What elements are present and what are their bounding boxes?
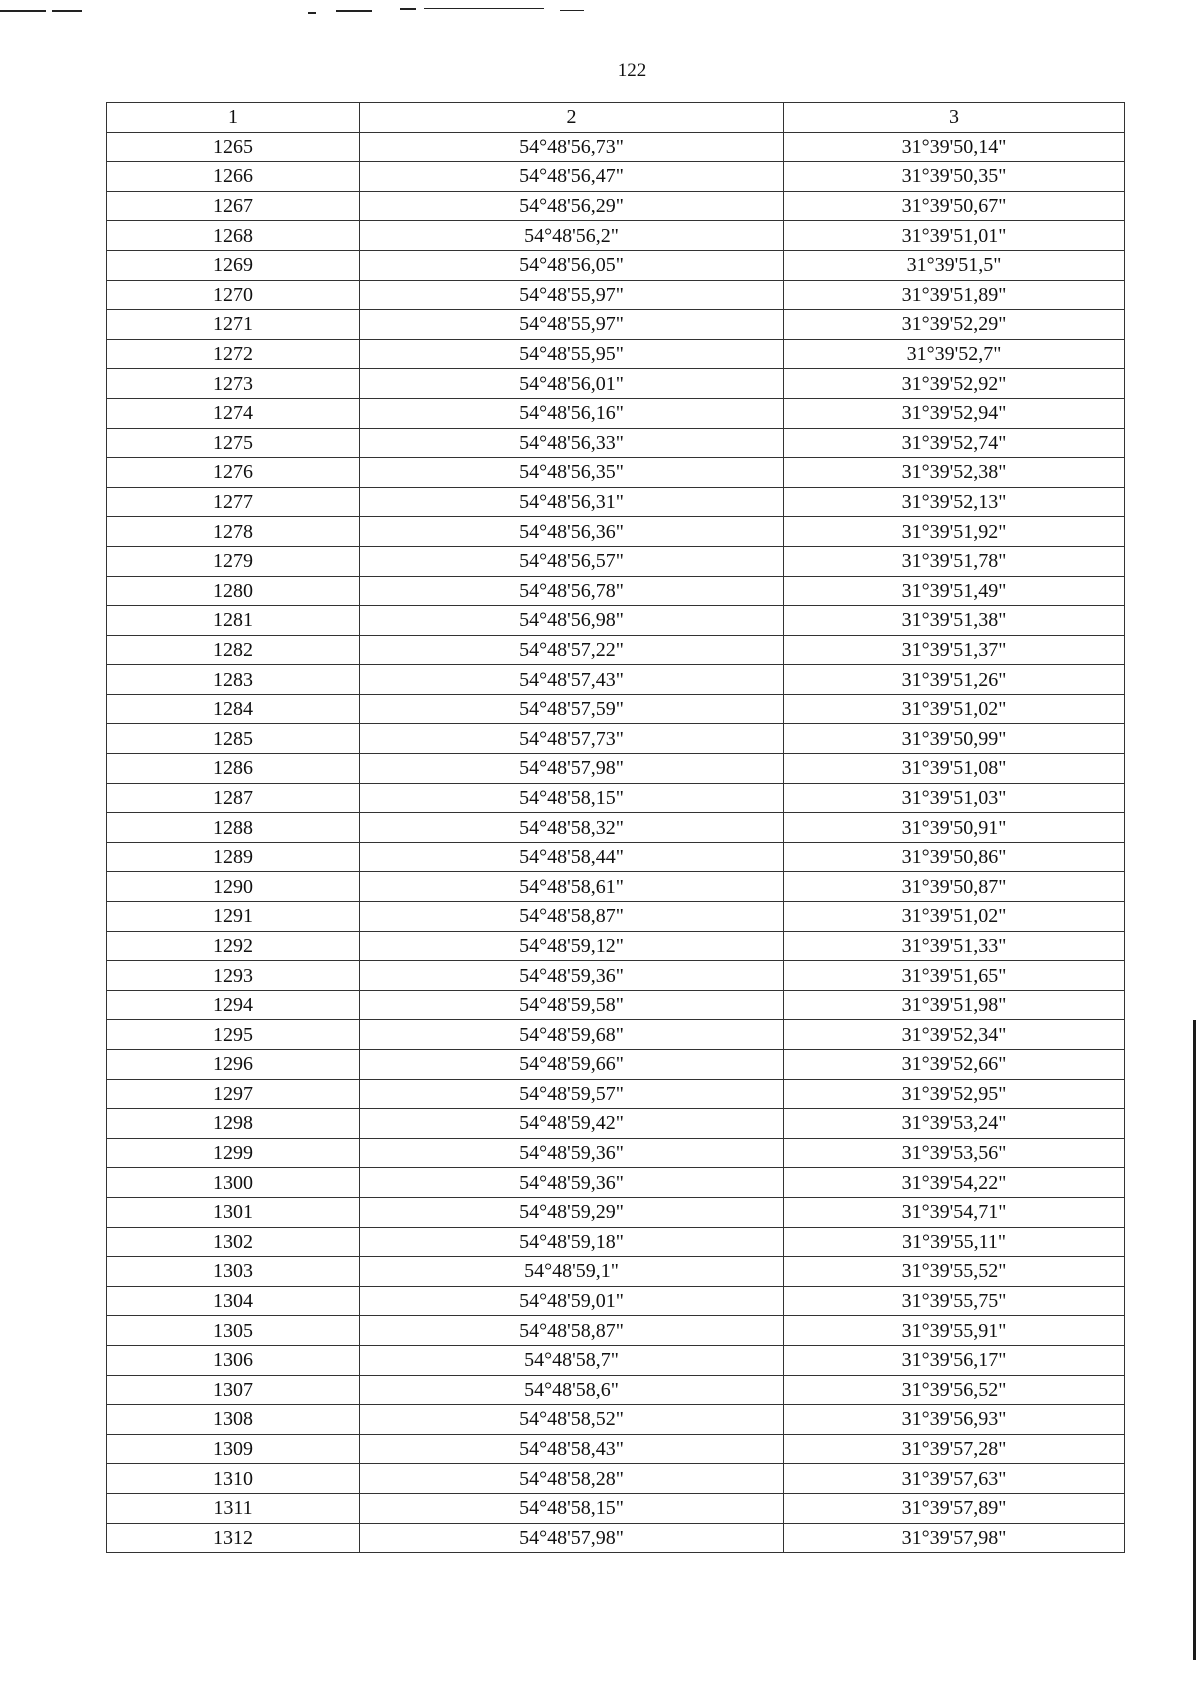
scan-artifact-line [400,8,416,10]
point-number-cell: 1310 [107,1464,360,1494]
longitude-cell: 31°39'50,14" [784,132,1125,162]
latitude-cell: 54°48'59,29" [360,1197,784,1227]
table-row [107,132,1125,162]
scan-artifact-line [0,10,46,12]
longitude-cell: 31°39'55,75" [784,1286,1125,1316]
scan-artifact-line [52,10,82,12]
scan-artifact-line [308,12,316,14]
table-row [107,813,1125,843]
latitude-cell: 54°48'56,36" [360,517,784,547]
latitude-cell: 54°48'56,98" [360,606,784,636]
longitude-cell: 31°39'51,37" [784,635,1125,665]
point-number-cell: 1276 [107,458,360,488]
point-number-cell: 1309 [107,1434,360,1464]
point-number-cell: 1312 [107,1523,360,1553]
point-number-cell: 1287 [107,783,360,813]
longitude-cell: 31°39'52,94" [784,398,1125,428]
longitude-cell: 31°39'50,67" [784,191,1125,221]
longitude-cell: 31°39'51,08" [784,754,1125,784]
longitude-cell: 31°39'51,38" [784,606,1125,636]
latitude-cell: 54°48'57,98" [360,754,784,784]
latitude-cell: 54°48'57,22" [360,635,784,665]
table-row [107,990,1125,1020]
point-number-cell: 1293 [107,961,360,991]
table-row [107,310,1125,340]
latitude-cell: 54°48'59,68" [360,1020,784,1050]
point-number-cell: 1290 [107,872,360,902]
point-number-cell: 1285 [107,724,360,754]
longitude-cell: 31°39'51,03" [784,783,1125,813]
latitude-cell: 54°48'59,18" [360,1227,784,1257]
table-row [107,1020,1125,1050]
latitude-cell: 54°48'56,33" [360,428,784,458]
coordinates-table [106,102,1125,1553]
table-row [107,931,1125,961]
latitude-cell: 54°48'58,87" [360,902,784,932]
column-header-3: 3 [784,103,1125,133]
latitude-cell: 54°48'59,12" [360,931,784,961]
point-number-cell: 1300 [107,1168,360,1198]
longitude-cell: 31°39'54,71" [784,1197,1125,1227]
longitude-cell: 31°39'51,49" [784,576,1125,606]
latitude-cell: 54°48'55,97" [360,310,784,340]
table-row [107,1079,1125,1109]
table-row [107,221,1125,251]
latitude-cell: 54°48'58,87" [360,1316,784,1346]
latitude-cell: 54°48'58,15" [360,1493,784,1523]
point-number-cell: 1269 [107,250,360,280]
latitude-cell: 54°48'59,57" [360,1079,784,1109]
table-row [107,1493,1125,1523]
point-number-cell: 1304 [107,1286,360,1316]
latitude-cell: 54°48'55,95" [360,339,784,369]
point-number-cell: 1280 [107,576,360,606]
point-number-cell: 1265 [107,132,360,162]
table-row [107,398,1125,428]
point-number-cell: 1281 [107,606,360,636]
scan-artifact-line [336,10,372,12]
latitude-cell: 54°48'56,29" [360,191,784,221]
point-number-cell: 1277 [107,487,360,517]
point-number-cell: 1275 [107,428,360,458]
table-row [107,1138,1125,1168]
latitude-cell: 54°48'58,61" [360,872,784,902]
longitude-cell: 31°39'52,38" [784,458,1125,488]
table-row [107,754,1125,784]
longitude-cell: 31°39'56,52" [784,1375,1125,1405]
table-row [107,1197,1125,1227]
longitude-cell: 31°39'53,56" [784,1138,1125,1168]
table-row [107,250,1125,280]
table-row [107,1227,1125,1257]
latitude-cell: 54°48'58,44" [360,842,784,872]
longitude-cell: 31°39'50,99" [784,724,1125,754]
table-row [107,1109,1125,1139]
point-number-cell: 1288 [107,813,360,843]
latitude-cell: 54°48'56,78" [360,576,784,606]
column-header-2: 2 [360,103,784,133]
scan-artifact-edge [1193,1020,1196,1660]
longitude-cell: 31°39'52,74" [784,428,1125,458]
table-row [107,280,1125,310]
longitude-cell: 31°39'50,87" [784,872,1125,902]
point-number-cell: 1307 [107,1375,360,1405]
longitude-cell: 31°39'57,63" [784,1464,1125,1494]
point-number-cell: 1284 [107,694,360,724]
longitude-cell: 31°39'55,11" [784,1227,1125,1257]
table-row [107,1375,1125,1405]
point-number-cell: 1279 [107,546,360,576]
latitude-cell: 54°48'57,59" [360,694,784,724]
latitude-cell: 54°48'56,05" [360,250,784,280]
latitude-cell: 54°48'59,36" [360,1138,784,1168]
point-number-cell: 1299 [107,1138,360,1168]
point-number-cell: 1294 [107,990,360,1020]
longitude-cell: 31°39'52,66" [784,1050,1125,1080]
longitude-cell: 31°39'53,24" [784,1109,1125,1139]
longitude-cell: 31°39'51,92" [784,517,1125,547]
longitude-cell: 31°39'51,33" [784,931,1125,961]
latitude-cell: 54°48'59,42" [360,1109,784,1139]
point-number-cell: 1270 [107,280,360,310]
latitude-cell: 54°48'59,58" [360,990,784,1020]
table-row [107,339,1125,369]
longitude-cell: 31°39'51,65" [784,961,1125,991]
table-row [107,724,1125,754]
point-number-cell: 1286 [107,754,360,784]
table-row [107,783,1125,813]
table-row [107,606,1125,636]
latitude-cell: 54°48'58,6" [360,1375,784,1405]
table-row [107,635,1125,665]
table-header-row [107,103,1125,133]
point-number-cell: 1267 [107,191,360,221]
table-row [107,1523,1125,1553]
longitude-cell: 31°39'54,22" [784,1168,1125,1198]
latitude-cell: 54°48'58,7" [360,1345,784,1375]
point-number-cell: 1266 [107,162,360,192]
point-number-cell: 1272 [107,339,360,369]
column-header-1: 1 [107,103,360,133]
point-number-cell: 1305 [107,1316,360,1346]
latitude-cell: 54°48'56,73" [360,132,784,162]
table-row [107,458,1125,488]
latitude-cell: 54°48'59,01" [360,1286,784,1316]
latitude-cell: 54°48'56,01" [360,369,784,399]
latitude-cell: 54°48'58,28" [360,1464,784,1494]
point-number-cell: 1303 [107,1257,360,1287]
point-number-cell: 1308 [107,1405,360,1435]
latitude-cell: 54°48'58,52" [360,1405,784,1435]
longitude-cell: 31°39'56,93" [784,1405,1125,1435]
table-row [107,902,1125,932]
point-number-cell: 1268 [107,221,360,251]
longitude-cell: 31°39'51,02" [784,902,1125,932]
longitude-cell: 31°39'52,7" [784,339,1125,369]
table-body [107,132,1125,1553]
table-row [107,546,1125,576]
point-number-cell: 1292 [107,931,360,961]
table-row [107,487,1125,517]
longitude-cell: 31°39'55,91" [784,1316,1125,1346]
point-number-cell: 1295 [107,1020,360,1050]
latitude-cell: 54°48'58,43" [360,1434,784,1464]
table-row [107,1050,1125,1080]
point-number-cell: 1278 [107,517,360,547]
longitude-cell: 31°39'51,02" [784,694,1125,724]
point-number-cell: 1273 [107,369,360,399]
table-row [107,517,1125,547]
latitude-cell: 54°48'57,98" [360,1523,784,1553]
table-row [107,694,1125,724]
longitude-cell: 31°39'51,01" [784,221,1125,251]
latitude-cell: 54°48'59,1" [360,1257,784,1287]
longitude-cell: 31°39'51,89" [784,280,1125,310]
table-row [107,1434,1125,1464]
table-row [107,576,1125,606]
point-number-cell: 1306 [107,1345,360,1375]
point-number-cell: 1298 [107,1109,360,1139]
longitude-cell: 31°39'57,98" [784,1523,1125,1553]
latitude-cell: 54°48'56,31" [360,487,784,517]
point-number-cell: 1289 [107,842,360,872]
page-number: 122 [617,60,647,81]
point-number-cell: 1301 [107,1197,360,1227]
latitude-cell: 54°48'56,35" [360,458,784,488]
table-row [107,665,1125,695]
latitude-cell: 54°48'59,36" [360,1168,784,1198]
latitude-cell: 54°48'58,32" [360,813,784,843]
point-number-cell: 1282 [107,635,360,665]
table-row [107,1316,1125,1346]
longitude-cell: 31°39'52,95" [784,1079,1125,1109]
point-number-cell: 1311 [107,1493,360,1523]
point-number-cell: 1271 [107,310,360,340]
latitude-cell: 54°48'59,36" [360,961,784,991]
table-row [107,1168,1125,1198]
table-row [107,162,1125,192]
latitude-cell: 54°48'57,73" [360,724,784,754]
longitude-cell: 31°39'55,52" [784,1257,1125,1287]
latitude-cell: 54°48'56,57" [360,546,784,576]
table-row [107,1345,1125,1375]
longitude-cell: 31°39'51,5" [784,250,1125,280]
scan-artifact-line [424,8,544,9]
table-row [107,1286,1125,1316]
longitude-cell: 31°39'51,98" [784,990,1125,1020]
longitude-cell: 31°39'52,29" [784,310,1125,340]
longitude-cell: 31°39'51,26" [784,665,1125,695]
longitude-cell: 31°39'57,89" [784,1493,1125,1523]
table-row [107,1405,1125,1435]
longitude-cell: 31°39'56,17" [784,1345,1125,1375]
longitude-cell: 31°39'51,78" [784,546,1125,576]
table-row [107,1257,1125,1287]
longitude-cell: 31°39'52,13" [784,487,1125,517]
scan-artifact-line [560,10,584,11]
point-number-cell: 1283 [107,665,360,695]
point-number-cell: 1297 [107,1079,360,1109]
table-row [107,842,1125,872]
longitude-cell: 31°39'52,92" [784,369,1125,399]
point-number-cell: 1296 [107,1050,360,1080]
table-row [107,191,1125,221]
longitude-cell: 31°39'52,34" [784,1020,1125,1050]
longitude-cell: 31°39'50,91" [784,813,1125,843]
table-row [107,1464,1125,1494]
latitude-cell: 54°48'55,97" [360,280,784,310]
table-row [107,428,1125,458]
latitude-cell: 54°48'56,16" [360,398,784,428]
table-row [107,369,1125,399]
point-number-cell: 1274 [107,398,360,428]
longitude-cell: 31°39'57,28" [784,1434,1125,1464]
latitude-cell: 54°48'58,15" [360,783,784,813]
longitude-cell: 31°39'50,35" [784,162,1125,192]
table-row [107,872,1125,902]
point-number-cell: 1302 [107,1227,360,1257]
latitude-cell: 54°48'57,43" [360,665,784,695]
point-number-cell: 1291 [107,902,360,932]
table-row [107,961,1125,991]
latitude-cell: 54°48'56,47" [360,162,784,192]
latitude-cell: 54°48'59,66" [360,1050,784,1080]
longitude-cell: 31°39'50,86" [784,842,1125,872]
latitude-cell: 54°48'56,2" [360,221,784,251]
